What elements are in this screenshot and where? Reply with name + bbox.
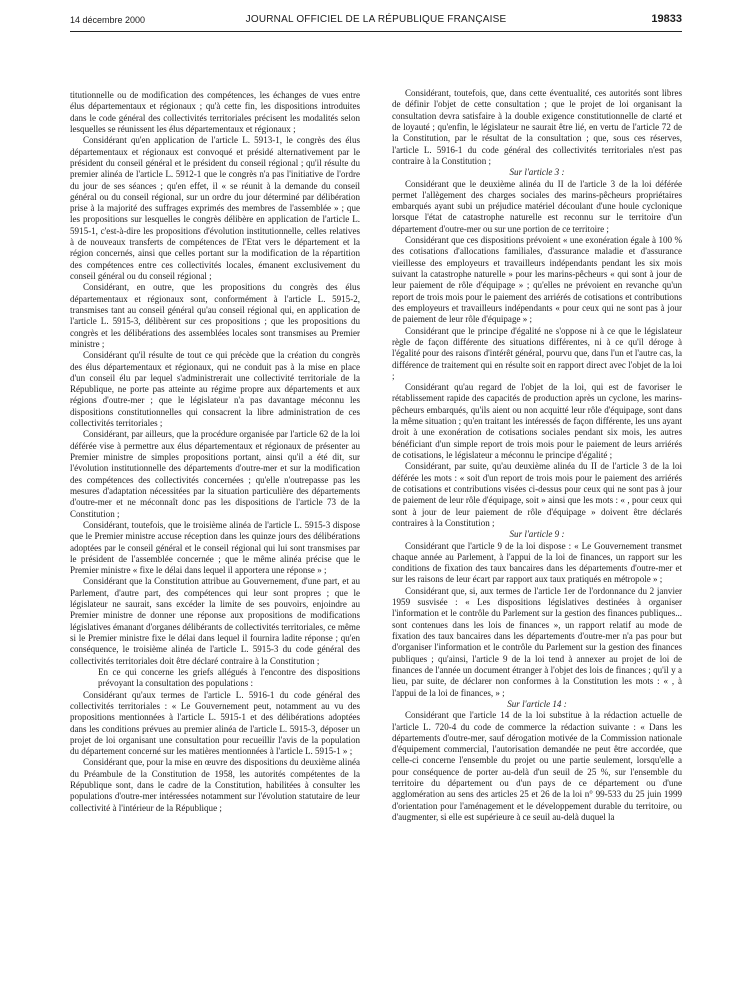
paragraph: Considérant que le principe d'égalité ne s'oppose ni à ce que le législateur règle de façon différente des situations différentes, ni à ce qu'il déroge à l'égalité pour des raisons d'intérêt général, pourvu que, dans l'un et l'autre cas, la différence de traitement qui en résulte soit en rapport direct avec l'objet de la loi ; [392,325,682,381]
paragraph: Considérant, par suite, qu'au deuxième alinéa du II de l'article 3 de la loi déférée les mots : « soit d'un report de trois mois pour le paiement des arriérés de cotisations et contributions visées ci-dessus pour ceux qui ne sont pas à jour de paiement de leur rôle d'équipage, soit » ainsi que les mots : « , pour ceux qui sont à jour de leur paiement de rôle d'équipage » doivent être déclarés contraires à la Constitution ; [392,461,682,528]
paragraph: Considérant que, si, aux termes de l'article 1er de l'ordonnance du 2 janvier 1959 susvisée : « Les dispositions législatives destinées à organiser l'information et le contrôle du Parlement sur la gestion des finances publiques... sont contenues dans les lois de finances », un rapport relatif au mode de fixation des taux bancaires dans les départements d'outre-mer n'a pas pour but d'organiser l'information et le contrôle du Parlement sur la gestion des finances publiques ; qu'ainsi, l'article 9 de la loi tend à annexer au projet de loi de finances de l'année un document étranger à l'objet des lois de finances ; qu'il y a lieu, par suite, de déclarer non conformes à la Constitution les mots : « , à l'appui de la loi de finances, » ; [392,585,682,698]
paragraph: Considérant, en outre, que les propositions du congrès des élus départementaux et régionaux sont, conformément à l'article L. 5915-2, transmises tant au conseil général qu'au conseil régional qui, en application de l'article L. 5915-3, délibèrent sur ces propositions ; que les propositions du congrès et les délibérations des assemblées locales sont transmises au Premier ministre ; [70,282,360,349]
right-column [392,88,682,823]
paragraph: titutionnelle ou de modification des compétences, les échanges de vues entre élus départementaux et régionaux ; qu'à cette fin, les dispositions introduites dans le code général des collectivités territoriales précisent les modalités selon lesquelles se réunissent les élus départementaux et régionaux ; [70,90,360,134]
paragraph: Considérant, toutefois, que le troisième alinéa de l'article L. 5915-3 dispose que le Premier ministre accuse réception dans les quinze jours des délibérations adoptées par le conseil général et le conseil régional qui lui sont transmises par le président de l'assemblée concernée ; que le même alinéa précise que le Premier ministre « fixe le délai dans lequel il apportera une réponse » ; [70,519,360,576]
paragraph: Considérant que l'article 14 de la loi substitue à la rédaction actuelle de l'article L. 720-4 du code de commerce la rédaction suivante : « Dans les départements d'outre-mer, sauf dérogation motivée de la Commission nationale d'équipement commercial, l'autorisation demandée ne peut être accordée, que celle-ci concerne l'ensemble du projet ou une partie seulement, lorsqu'elle a pour conséquence de porter au-delà d'un seuil de 25 %, sur l'ensemble du territoire du département ou d'un pays de ce département ou d'une agglomération au sens des articles 25 et 26 de la loi n° 99-533 du 25 juin 1999 d'orientation pour l'aménagement et le développement durable du territoire, ou d'augmenter, si elle est supérieure à ce seuil au-delà duquel la [392,710,682,822]
page-number: 19833 [651,13,682,25]
paragraph: Considérant que la Constitution attribue au Gouvernement, d'une part, et au Parlement, d'autre part, des compétences qui leur sont propres ; que le législateur ne saurait, sans excéder la limite de ses pouvoirs, enjoindre au Premier ministre de donner une réponse aux propositions de modifications législatives émanant d'organes délibérants de collectivités territoriales, ce même si le Premier ministre fixe le délai dans lequel il fournira ladite réponse ; qu'en conséquence, le troisième alinéa de l'article L. 5915-3 du code général des collectivités territoriales doit être déclaré contraire à la Constitution ; [70,576,360,666]
left-column [70,90,360,814]
section-heading-griefs: En ce qui concerne les griefs allégués à l'encontre des dispositions prévoyant la consultation des populations : [98,666,360,689]
journal-title: JOURNAL OFFICIEL DE LA RÉPUBLIQUE FRANÇAISE [245,14,507,25]
paragraph: Considérant qu'en application de l'article L. 5913-1, le congrès des élus départementaux et régionaux est convoqué et présidé alternativement par le président du conseil général et le président du conseil régional ; qu'il résulte du premier alinéa de l'article L. 5912-1 que le congrès n'a pas l'initiative de l'ordre du jour de ses séances ; qu'en effet, il « se réunit à la demande du conseil général ou du conseil régional, sur un ordre du jour déterminé par délibération prise à la majorité des suffrages exprimés des membres de l'assemblée » ; que les propositions sur lesquelles le congrès délibère en application de l'article L. 5915-1, c'est-à-dire les propositions d'évolution institutionnelle, celles relatives à de nouveaux transferts de compétences de l'Etat vers le département et la région concernés, ainsi que celles portant sur la modification de la répartition des compétences entre ces collectivités locales, émanent exclusivement du conseil général ou du conseil régional ; [70,135,360,281]
paragraph: Considérant que ces dispositions prévoient « une exonération égale à 100 % des cotisations d'allocations familiales, d'assurance maladie et d'assurance vieillesse des employeurs et travailleurs indépendants pendant les six mois suivant la catastrophe naturelle » pour les marins-pêcheurs « qui sont à jour de leur paiement de rôle d'équipage » ; qu'elles ne prévoient en revanche qu'un report de trois mois pour le paiement des arriérés de cotisations et contributions des employeurs et travailleurs indépendants « pour ceux qui ne sont pas à jour de paiement de leur rôle d'équipage » ; [392,235,682,325]
section-heading-article-14: Sur l'article 14 : [507,698,567,709]
header-rule [70,31,682,32]
paragraph: Considérant que le deuxième alinéa du II de l'article 3 de la loi déférée permet l'allègement des charges sociales des marins-pêcheurs propriétaires embarqués ayant subi un préjudice matériel découlant d'une houle cyclonique lorsque l'état de catastrophe naturelle est reconnu sur le territoire d'un département d'outre-mer ou sur une portion de ce territoire ; [392,178,682,234]
section-heading-article-9: Sur l'article 9 : [509,529,565,540]
paragraph: Considérant que, pour la mise en œuvre des dispositions du deuxième alinéa du Préambule de la Constitution de 1958, les autorités compétentes de la République sont, dans le cadre de la Constitution, habilitées à consulter les populations d'outre-mer intéressées notamment sur l'évolution statutaire de leur collectivité à l'intérieur de la République ; [70,757,360,813]
paragraph: Considérant qu'aux termes de l'article L. 5916-1 du code général des collectivités territoriales : « Le Gouvernement peut, notamment au vu des propositions mentionnées à l'article L. 5915-1 et des délibérations adoptées dans les conditions prévues au premier alinéa de l'article L. 5915-3, déposer un projet de loi organisant une consultation pour recueillir l'avis de la population du département concerné sur les matières mentionnées à l'article L. 5915-1 » ; [70,689,360,757]
section-heading-article-3: Sur l'article 3 : [509,167,565,178]
paragraph: Considérant qu'il résulte de tout ce qui précède que la création du congrès des élus départementaux et régionaux, qui ne conduit pas à la mise en place d'un conseil élu par lequel s'administrerait une collectivité territoriale de la République, ne porte pas atteinte au régime propre aux départements et aux régions d'outre-mer ; que le législateur n'a pas davantage méconnu les dispositions constitutionnelles qui consacrent la libre administration de ces collectivités territoriales ; [70,350,360,429]
paragraph: Considérant, par ailleurs, que la procédure organisée par l'article 62 de la loi déférée vise à permettre aux élus départementaux et régionaux de présenter au Premier ministre de simples propositions portant, ainsi qu'il a été dit, sur l'évolution institutionnelle des départements d'outre-mer et sur la modification des compétences des collectivités concernées ; qu'elle n'outrepasse pas les mesures d'adaptation nécessitées par la situation particulière des départements d'outre-mer et ne méconnaît donc pas les dispositions de l'article 73 de la Constitution ; [70,429,360,519]
paragraph: Considérant que l'article 9 de la loi dispose : « Le Gouvernement transmet chaque année au Parlement, à l'appui de la loi de finances, un rapport sur les conditions de fixation des taux bancaires dans les départements d'outre-mer et sur les raisons de leur écart par rapport aux taux pratiqués en métropole » ; [392,540,682,585]
paragraph: Considérant, toutefois, que, dans cette éventualité, ces autorités sont libres de définir l'objet de cette consultation ; que le projet de loi organisant la consultation devra satisfaire à la double exigence constitutionnelle de clarté et de loyauté ; qu'enfin, le législateur ne saurait être lié, en vertu de l'article 72 de la Constitution, par le résultat de la consultation ; que, sous ces réserves, l'article L. 5916-1 du code général des collectivités territoriales n'est pas contraire à la Constitution ; [392,88,682,166]
paragraph: Considérant qu'au regard de l'objet de la loi, qui est de favoriser le rétablissement rapide des capacités de production après un cyclone, les marins-pêcheurs embarqués, qu'ils aient ou non acquitté leur rôle d'équipage, sont dans la même situation ; qu'en traitant les intéressés de façon différente, les uns ayant droit à une exonération de cotisations sociales pendant six mois, les autres bénéficiant d'un simple report de trois mois pour le paiement de leurs arriérés de cotisations, le législateur a méconnu le principe d'égalité ; [392,382,682,460]
page-header [70,13,682,29]
issue-date: 14 décembre 2000 [70,15,146,25]
